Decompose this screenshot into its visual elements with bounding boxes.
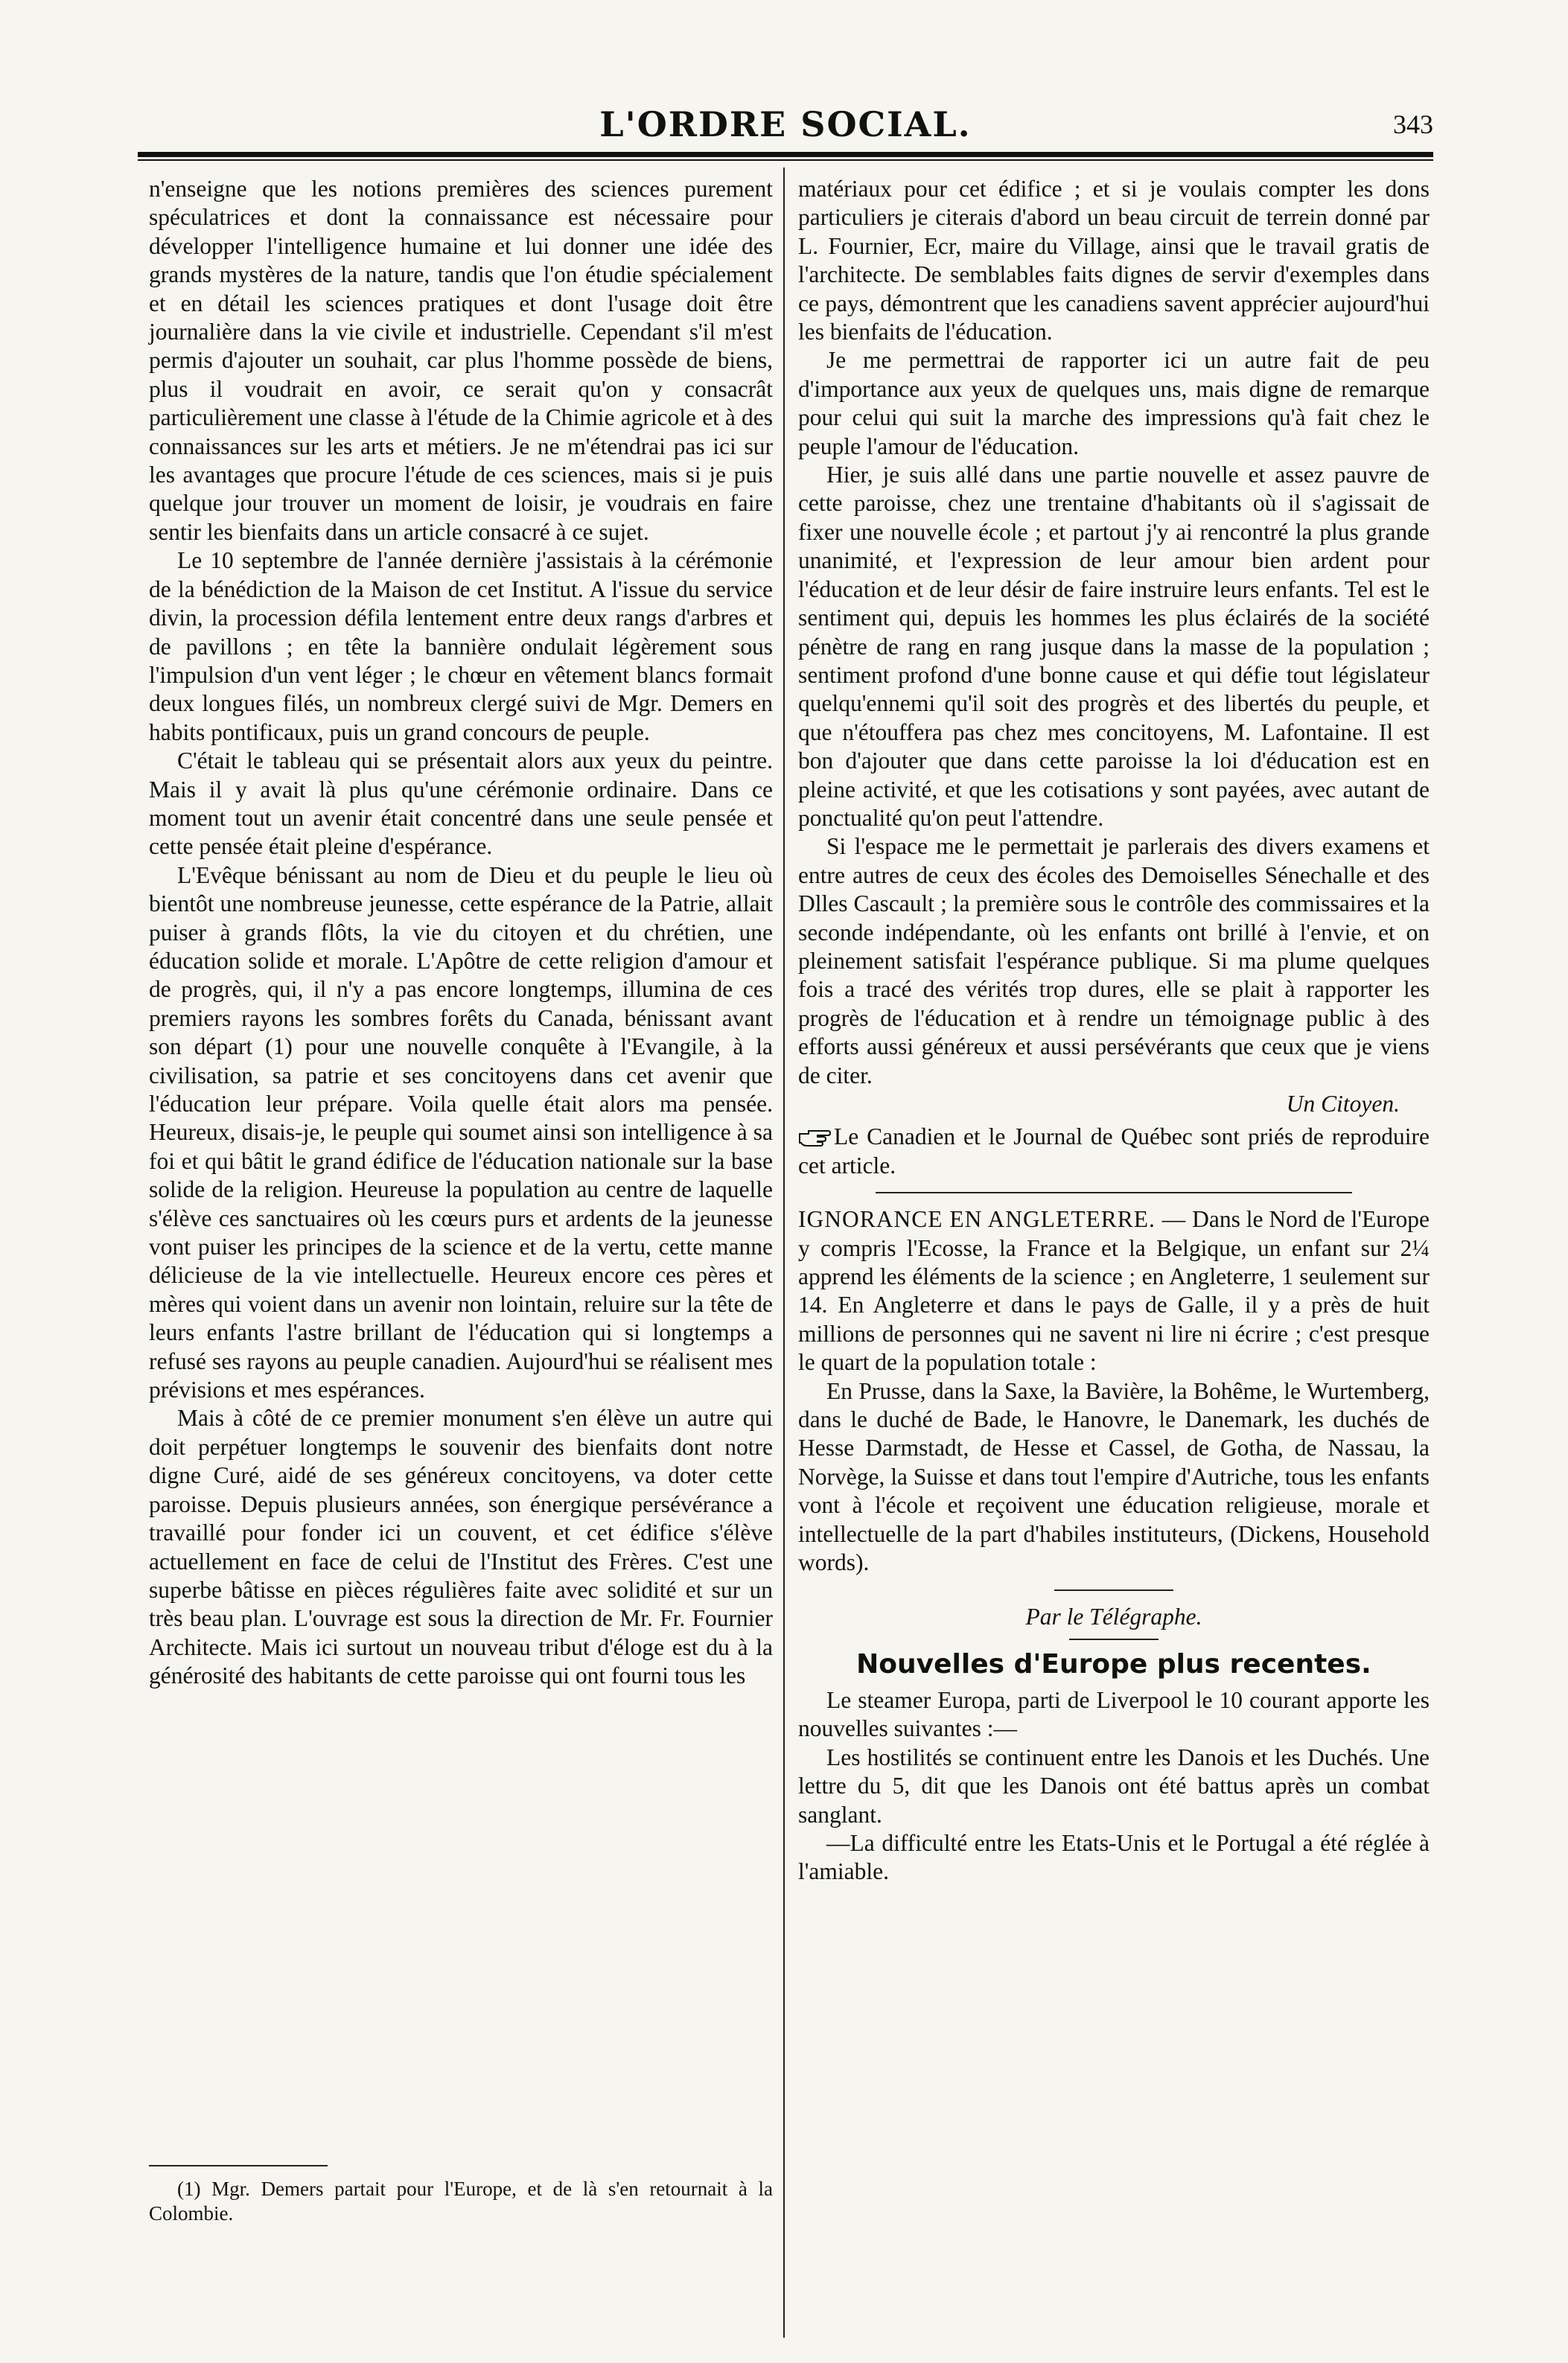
section-separator-short: [1054, 1589, 1173, 1591]
right-column: [798, 175, 1430, 1887]
news-item: Les hostilités se continuent entre les Danois et les Duchés. Une lettre du 5, dit que les Danois ont été battus après un combat sanglant.: [798, 1744, 1430, 1828]
header-rule-thin: [138, 159, 1433, 161]
article-paragraph: Si l'espace me le permettait je parlerais des divers examens et entre autres de ceux des écoles des Demoiselles Sénechalle et des Dlles Cascault ; la première sous le contrôle des commissaires et la seconde indépendante, où les enfants ont brillé à l'envie, et on pleinement satisfait l'espérance publique. Si ma plume quelques fois a tracé des vérités trop dures, elle se plait à rapporter les progrès de l'éducation et à rendre un témoignage public à des efforts aussi généreux et aussi persévérants que ceux que je viens de citer.: [798, 833, 1430, 1088]
article-paragraph: n'enseigne que les notions premières des sciences purement spéculatrices et dont la connaissance est nécessaire pour développer l'intelligence humaine et lui donner une idée des grands mystères de la nature, tandis que l'on étudie spécialement et en détail les sciences pratiques et dont l'usage doit être journalière dans la vie civile et industrielle. Cependant s'il m'est permis d'ajouter un souhait, car plus l'homme possède de biens, plus il voudrait en avoir, ce serait qu'on y consacrât particulièrement une classe à l'étude de la Chimie agricole et à des connaissances sur les arts et métiers. Je ne m'étendrai pas ici sur les avantages que procure l'étude de ces sciences, mais si je puis quelque jour trouver un moment de loisir, je voudrais en faire sentir les bienfaits dans un article consacré à ce sujet.: [149, 176, 773, 545]
telegraph-label: Par le Télégraphe.: [1025, 1603, 1202, 1630]
left-column: [149, 175, 773, 1691]
article-paragraph: Je me permettrai de rapporter ici un autre fait de peu d'importance aux yeux de quelques uns, mais digne de remarque pour celui qui suit la marche des impressions qu'à fait chez le peuple l'amour de l'éducation.: [798, 347, 1430, 459]
article-paragraph: matériaux pour cet édifice ; et si je voulais compter les dons particuliers je citerais d'abord un beau circuit de terrein donné par L. Fournier, Ecr, maire du Village, ainsi que le travail gratis de l'architecte. De semblables faits dignes de servir d'exemples dans ce pays, démontrent que les canadiens savent apprécier aujourd'hui les bienfaits de l'éducation.: [798, 176, 1430, 345]
news-item: Le steamer Europa, parti de Liverpool le 10 courant apporte les nouvelles suivantes :—: [798, 1686, 1430, 1742]
news-headline: Nouvelles d'Europe plus recentes.: [856, 1648, 1371, 1680]
reprint-notice: [798, 1123, 1430, 1180]
ignorance-text: Dans le Nord de l'Europe y compris l'Ecosse, la France et la Belgique, un enfant sur 2¼ apprend les éléments de la science ; en Angleterre, 1 seulement sur 14. En Angleterre et dans le pays de Galle, il y a près de huit millions de personnes qui ne savent ni lire ni écrire ; c'est presque le quart de la population totale :: [798, 1206, 1430, 1376]
pointing-hand-icon: [798, 1128, 831, 1147]
page-number: 343: [1393, 109, 1433, 139]
ignorance-heading: IGNORANCE EN ANGLETERRE. —: [798, 1206, 1187, 1233]
newspaper-title: L'ORDRE SOCIAL.: [599, 104, 972, 144]
footnote-text: (1) Mgr. Demers partait pour l'Europe, et de là s'en retournait à la Colombie.: [149, 2178, 773, 2225]
signature: Un Citoyen.: [1286, 1091, 1400, 1117]
article-paragraph: L'Evêque bénissant au nom de Dieu et du peuple le lieu où bientôt une nombreuse jeunesse, cette espérance de la Patrie, allait puiser à grands flôts, la vie du citoyen et du chrétien, une éducation solide et morale. L'Apôtre de cette religion d'amour et de progrès, qui, il n'y a pas encore longtemps, illumina de ces premiers rayons les sombres forêts du Canada, bénissant avant son départ (1) pour une nouvelle conquête à l'Evangile, à la civilisation, sa patrie et ses concitoyens dans cet avenir que l'éducation leur prépare. Voila quelle était alors ma pensée. Heureux, disais-je, le peuple qui soumet ainsi son intelligence à sa foi et qui bâtit le grand édifice de l'éducation nationale sur la base solide de la religion. Heureuse la population au centre de laquelle s'élève ces sanctuaires où les cœurs purs et ardents de la jeunesse vont puiser les principes de la science et de la vertu, cette manne délicieuse de la vie intellectuelle. Heureux encore ces pères et mères qui voient dans un avenir non lointain, reluire sur la tête de leurs enfants l'astre brillant de l'éducation qui si longtemps a refusé ses rayons au peuple canadien. Aujourd'hui se réalisent mes prévisions et mes espérances.: [149, 861, 773, 1403]
news-item: —La difficulté entre les Etats-Unis et le Portugal a été réglée à l'amiable.: [798, 1829, 1430, 1885]
article-paragraph: Mais à côté de ce premier monument s'en élève un autre qui doit perpétuer longtemps le souvenir des bienfaits dont notre digne Curé, aidé de ses généreux concitoyens, va doter cette paroisse. Depuis plusieurs années, son énergique persévérance a travaillé pour fonder ici un couvent, et cet édifice s'élève actuellement en face de celui de l'Institut des Frères. C'est une superbe bâtisse en pièces régulières faite avec solidité et sur un très beau plan. L'ouvrage est sous la direction de Mr. Fr. Fournier Architecte. Mais ici surtout un nouveau tribut d'éloge est du à la générosité des habitants de cette paroisse qui ont fourni tous les: [149, 1405, 773, 1689]
article-paragraph: C'était le tableau qui se présentait alors aux yeux du peintre. Mais il y avait là plus qu'une cérémonie ordinaire. Dans ce moment tout un avenir était concentré dans une seule pensée et cette pensée était pleine d'espérance.: [149, 747, 773, 860]
column-divider: [783, 168, 785, 2338]
footnote: [149, 2177, 773, 2226]
article-paragraph: Le 10 septembre de l'année dernière j'assistais à la cérémonie de la bénédiction de la Maison de cet Institut. A l'issue du service divin, la procession défila lentement entre deux rangs d'arbres et de pavillons ; en tête la bannière ondulait légèrement sous l'impulsion d'un vent léger ; le chœur en vêtement blancs formait deux longues filés, un nombreux clergé suivi de Mgr. Demers en habits pontificaux, puis un grand concours de peuple.: [149, 547, 773, 745]
masthead: [138, 104, 1433, 149]
article-paragraph: Hier, je suis allé dans une partie nouvelle et assez pauvre de cette paroisse, chez une trentaine d'habitants où il s'agissait de fixer une nouvelle école ; et partout j'y ai rencontré la plus grande unanimité, et l'expression de leur amour bien ardent pour l'éducation et de leur désir de faire instruire leurs enfants. Tel est le sentiment qui, depuis les hommes les plus éclairés de la société pénètre de rang en rang jusque dans la masse de la population ; sentiment profond d'une bonne cause et qui défie tout législateur quelqu'ennemi qu'il soit des progrès et des libertés du peuple, et que n'étouffera pas chez mes concitoyens, M. Lafontaine. Il est bon d'ajouter que dans cette paroisse la loi d'éducation est en pleine activité, et que les cotisations y sont payées, avec autant de ponctualité qu'on peut l'attendre.: [798, 462, 1430, 831]
footnote-rule: [149, 2165, 328, 2166]
ignorance-text-continued: En Prusse, dans la Saxe, la Bavière, la Bohême, le Wurtemberg, dans le duché de Bade, le Hanovre, le Danemark, les duchés de Hesse Darmstadt, de Hesse et Cassel, de Gotha, de Nassau, la Norvège, la Suisse et dans tout l'empire d'Autriche, tous les enfants vont à l'école et reçoivent une éducation religieuse, morale et intellectuelle de la part d'habiles instituteurs, (Dickens, Household words).: [798, 1377, 1430, 1576]
section-separator-short: [1069, 1639, 1159, 1640]
section-separator: [876, 1192, 1352, 1193]
header-rule: [138, 152, 1433, 157]
reprint-notice-text: Le Canadien et le Journal de Québec sont priés de reproduire cet article.: [798, 1123, 1430, 1179]
